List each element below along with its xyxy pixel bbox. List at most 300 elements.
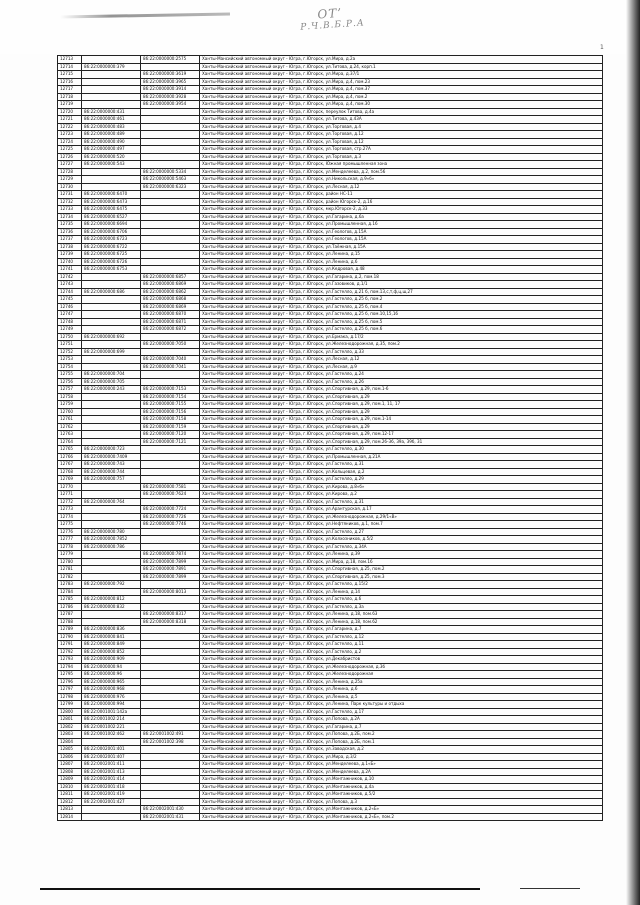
table-row bbox=[58, 753, 603, 761]
object-cadastral-number-cell bbox=[141, 123, 200, 131]
object-cadastral-number-cell bbox=[141, 528, 200, 536]
row-number-cell: 12763 bbox=[58, 431, 82, 439]
land-cadastral-number-cell: 86:22:0001001:142а bbox=[82, 708, 141, 716]
row-number-cell: 12721 bbox=[58, 116, 82, 124]
land-cadastral-number-cell bbox=[82, 176, 141, 184]
table-row bbox=[58, 131, 603, 139]
address-cell: Ханты-Мансийский автономный округ - Югра, г.Югорск, ул.Монтажников, д.2«Б», пом.2 bbox=[200, 813, 603, 821]
address-cell: Ханты-Мансийский автономный округ - Югра, г.Югорск, район НС-11 bbox=[200, 191, 603, 199]
object-cadastral-number-cell bbox=[141, 108, 200, 116]
row-number-cell: 12766 bbox=[58, 453, 82, 461]
address-cell: Ханты-Мансийский автономный округ - Югра, г.Югорск, ул.Торговая, стр.27А bbox=[200, 146, 603, 154]
object-cadastral-number-cell bbox=[141, 228, 200, 236]
land-cadastral-number-cell bbox=[82, 588, 141, 596]
row-number-cell: 12754 bbox=[58, 363, 82, 371]
row-number-cell: 12777 bbox=[58, 536, 82, 544]
scan-edge-bottom-short bbox=[520, 888, 580, 889]
object-cadastral-number-cell: 86:22:0000000:7874 bbox=[141, 551, 200, 559]
object-cadastral-number-cell bbox=[141, 206, 200, 214]
land-cadastral-number-cell: 86:22:0000000:489 bbox=[82, 131, 141, 139]
table-row bbox=[58, 716, 603, 724]
object-cadastral-number-cell bbox=[141, 693, 200, 701]
table-row bbox=[58, 521, 603, 529]
row-number-cell: 12767 bbox=[58, 461, 82, 469]
table-row bbox=[58, 198, 603, 206]
land-cadastral-number-cell: 86:22:0000000:94 bbox=[82, 663, 141, 671]
table-row bbox=[58, 491, 603, 499]
table-row bbox=[58, 626, 603, 634]
address-cell: Ханты-Мансийский автономный округ - Югра, г.Югорск, ул.Монтажников, д.5/2 bbox=[200, 791, 603, 799]
row-number-cell: 12811 bbox=[58, 791, 82, 799]
land-cadastral-number-cell: 86:22:0002001:411 bbox=[82, 761, 141, 769]
address-cell: Ханты-Мансийский автономный округ - Югра, г.Югорск, ул.Титова, д.24, корп.1 bbox=[200, 63, 603, 71]
table-row bbox=[58, 318, 603, 326]
address-cell: Ханты-Мансийский автономный округ - Югра, г.Югорск, ул.Ленина, д.14 bbox=[200, 588, 603, 596]
row-number-cell: 12717 bbox=[58, 86, 82, 94]
address-cell: Ханты-Мансийский автономный округ - Югра, г.Югорск, ул.Гастелло, д.30 bbox=[200, 446, 603, 454]
land-cadastral-number-cell bbox=[82, 408, 141, 416]
table-row bbox=[58, 476, 603, 484]
table-row bbox=[58, 633, 603, 641]
table-row bbox=[58, 468, 603, 476]
table-row bbox=[58, 738, 603, 746]
land-cadastral-number-cell bbox=[82, 506, 141, 514]
row-number-cell: 12746 bbox=[58, 303, 82, 311]
table-row bbox=[58, 363, 603, 371]
row-number-cell: 12757 bbox=[58, 386, 82, 394]
object-cadastral-number-cell bbox=[141, 776, 200, 784]
table-row bbox=[58, 806, 603, 814]
table-row bbox=[58, 656, 603, 664]
land-cadastral-number-cell bbox=[82, 326, 141, 334]
address-cell: Ханты-Мансийский автономный округ - Югра, г.Югорск, ул.Гагарина, д.7 bbox=[200, 626, 603, 634]
address-cell: Ханты-Мансийский автономный округ - Югра, г.Югорск, ул.Гастелло, д.33 bbox=[200, 348, 603, 356]
row-number-cell: 12713 bbox=[58, 56, 82, 64]
address-cell: Ханты-Мансийский автономный округ - Югра, г.Югорск, ул.Мира, д.18, пом.16 bbox=[200, 558, 603, 566]
land-cadastral-number-cell bbox=[82, 491, 141, 499]
row-number-cell: 12810 bbox=[58, 783, 82, 791]
object-cadastral-number-cell: 86:22:0000000:5463 bbox=[141, 176, 200, 184]
object-cadastral-number-cell bbox=[141, 701, 200, 709]
row-number-cell: 12764 bbox=[58, 438, 82, 446]
table-row bbox=[58, 558, 603, 566]
object-cadastral-number-cell: 86:22:0000000:3954 bbox=[141, 101, 200, 109]
row-number-cell: 12722 bbox=[58, 123, 82, 131]
address-cell: Ханты-Мансийский автономный округ - Югра, г.Югорск, ул.Гагарина, д.7 bbox=[200, 723, 603, 731]
address-cell: Ханты-Мансийский автономный округ - Югра, г.Югорск, ул.Спортивная, д.25, пом.3 bbox=[200, 573, 603, 581]
address-cell: Ханты-Мансийский автономный округ - Югра, г.Югорск, ул.Монтажников, д.10 bbox=[200, 776, 603, 784]
land-cadastral-number-cell bbox=[82, 618, 141, 626]
row-number-cell: 12762 bbox=[58, 423, 82, 431]
object-cadastral-number-cell: 86:22:0000000:7155 bbox=[141, 401, 200, 409]
address-cell: Ханты-Мансийский автономный округ - Югра, г.Югорск, ул.Гастелло, д.11 bbox=[200, 641, 603, 649]
land-cadastral-number-cell: 86:22:0000000:686 bbox=[82, 288, 141, 296]
object-cadastral-number-cell: 86:22:0000000:7624 bbox=[141, 491, 200, 499]
address-cell: Ханты-Мансийский автономный округ - Югра, г.Югорск, ул.Таёжная, д.15А bbox=[200, 243, 603, 251]
table-row bbox=[58, 693, 603, 701]
table-row bbox=[58, 251, 603, 259]
object-cadastral-number-cell bbox=[141, 371, 200, 379]
table-row bbox=[58, 281, 603, 289]
object-cadastral-number-cell bbox=[141, 656, 200, 664]
address-cell: Ханты-Мансийский автономный округ - Югра, г.Югорск, ул.Попова, д.2Б, пом.2 bbox=[200, 731, 603, 739]
table-row bbox=[58, 378, 603, 386]
address-cell: Ханты-Мансийский автономный округ - Югра, г.Югорск, ул.Спортивная, д.29, пом.1, 11, 17 bbox=[200, 401, 603, 409]
object-cadastral-number-cell: 86:22:0000000:6870 bbox=[141, 311, 200, 319]
land-cadastral-number-cell bbox=[82, 566, 141, 574]
object-cadastral-number-cell: 86:22:0000000:6857 bbox=[141, 273, 200, 281]
object-cadastral-number-cell bbox=[141, 716, 200, 724]
row-number-cell: 12814 bbox=[58, 813, 82, 821]
land-cadastral-number-cell bbox=[82, 356, 141, 364]
table-row bbox=[58, 791, 603, 799]
address-cell: Ханты-Мансийский автономный округ - Югра, г.Югорск, район Югорск-2, д.16 bbox=[200, 198, 603, 206]
land-cadastral-number-cell bbox=[82, 71, 141, 79]
object-cadastral-number-cell: 86:22:0000000:5334 bbox=[141, 168, 200, 176]
address-cell: Ханты-Мансийский автономный округ - Югра, г.Югорск, ул.Гастелло, д.21 б, пом.13,с,т,ф,ц,ш,27 bbox=[200, 288, 603, 296]
table-row bbox=[58, 161, 603, 169]
table-row bbox=[58, 708, 603, 716]
row-number-cell: 12727 bbox=[58, 161, 82, 169]
address-cell: Ханты-Мансийский автономный округ - Югра, г.Югорск, ул.Спортивная, д.29, пом.1-6 bbox=[200, 386, 603, 394]
row-number-cell: 12725 bbox=[58, 146, 82, 154]
object-cadastral-number-cell bbox=[141, 63, 200, 71]
object-cadastral-number-cell: 86:22:0000000:3914 bbox=[141, 86, 200, 94]
register-table bbox=[57, 55, 603, 821]
table-row bbox=[58, 506, 603, 514]
object-cadastral-number-cell bbox=[141, 243, 200, 251]
land-cadastral-number-cell: 86:22:0000000:792 bbox=[82, 581, 141, 589]
row-number-cell: 12745 bbox=[58, 296, 82, 304]
address-cell: Ханты-Мансийский автономный округ - Югра, г.Югорск, ул.Мира, д.4, пом.30 bbox=[200, 101, 603, 109]
row-number-cell: 12728 bbox=[58, 168, 82, 176]
land-cadastral-number-cell: 86:22:0000000:780 bbox=[82, 528, 141, 536]
land-cadastral-number-cell: 86:22:0000000:723 bbox=[82, 446, 141, 454]
address-cell: Ханты-Мансийский автономный округ - Югра, г.Югорск, мкр.Югорск-2, д.33 bbox=[200, 206, 603, 214]
object-cadastral-number-cell bbox=[141, 723, 200, 731]
row-number-cell: 12726 bbox=[58, 153, 82, 161]
table-row bbox=[58, 348, 603, 356]
table-row bbox=[58, 416, 603, 424]
row-number-cell: 12793 bbox=[58, 656, 82, 664]
row-number-cell: 12743 bbox=[58, 281, 82, 289]
table-row bbox=[58, 326, 603, 334]
table-row bbox=[58, 176, 603, 184]
land-cadastral-number-cell: 86:22:0000000:6694 bbox=[82, 221, 141, 229]
table-row bbox=[58, 153, 603, 161]
address-cell: Ханты-Мансийский автономный округ - Югра, г.Югорск, ул.Менделеева, д.2А bbox=[200, 768, 603, 776]
table-row bbox=[58, 168, 603, 176]
address-cell: Ханты-Мансийский автономный округ - Югра, г.Югорск, ул.Гастелло, д.27 bbox=[200, 528, 603, 536]
address-cell: Ханты-Мансийский автономный округ - Югра, г.Югорск, ул.Никольская, д.9«б» bbox=[200, 176, 603, 184]
land-cadastral-number-cell bbox=[82, 521, 141, 529]
object-cadastral-number-cell: 86:22:0000000:7158 bbox=[141, 416, 200, 424]
row-number-cell: 12784 bbox=[58, 588, 82, 596]
land-cadastral-number-cell: 86:22:0000000:6470 bbox=[82, 191, 141, 199]
object-cadastral-number-cell bbox=[141, 191, 200, 199]
object-cadastral-number-cell: 86:22:0000000:6323 bbox=[141, 183, 200, 191]
land-cadastral-number-cell: 86:22:0000000:379 bbox=[82, 63, 141, 71]
object-cadastral-number-cell: 86:22:0000000:7154 bbox=[141, 393, 200, 401]
address-cell: Ханты-Мансийский автономный округ - Югра, г.Югорск, ул.Торговая, д.12 bbox=[200, 138, 603, 146]
address-cell: Ханты-Мансийский автономный округ - Югра, г.Югорск, ул.Спортивная, д.29, пом.12-17 bbox=[200, 431, 603, 439]
land-cadastral-number-cell: 86:22:0000000:490 bbox=[82, 138, 141, 146]
row-number-cell: 12792 bbox=[58, 648, 82, 656]
table-row bbox=[58, 401, 603, 409]
row-number-cell: 12786 bbox=[58, 603, 82, 611]
land-cadastral-number-cell bbox=[82, 401, 141, 409]
row-number-cell: 12806 bbox=[58, 753, 82, 761]
land-cadastral-number-cell bbox=[82, 363, 141, 371]
table-row bbox=[58, 783, 603, 791]
object-cadastral-number-cell bbox=[141, 768, 200, 776]
row-number-cell: 12782 bbox=[58, 573, 82, 581]
land-cadastral-number-cell: 86:22:0000000:6723 bbox=[82, 236, 141, 244]
object-cadastral-number-cell: 86:22:0000000:8013 bbox=[141, 588, 200, 596]
land-cadastral-number-cell bbox=[82, 86, 141, 94]
object-cadastral-number-cell bbox=[141, 543, 200, 551]
scan-edge-right bbox=[626, 0, 640, 905]
table-row bbox=[58, 431, 603, 439]
address-cell: Ханты-Мансийский автономный округ - Югра, г.Югорск, ул.Промышленная, д.21А bbox=[200, 453, 603, 461]
row-number-cell: 12719 bbox=[58, 101, 82, 109]
object-cadastral-number-cell bbox=[141, 266, 200, 274]
address-cell: Ханты-Мансийский автономный округ - Югра, г.Югорск, ул.Железнодорожная, д.3б bbox=[200, 663, 603, 671]
row-number-cell: 12778 bbox=[58, 543, 82, 551]
row-number-cell: 12744 bbox=[58, 288, 82, 296]
address-cell: Ханты-Мансийский автономный округ - Югра, г.Югорск, ул.Ленина, д.6 bbox=[200, 686, 603, 694]
table-row bbox=[58, 273, 603, 281]
row-number-cell: 12747 bbox=[58, 311, 82, 319]
land-cadastral-number-cell: 86:22:0000000:852 bbox=[82, 648, 141, 656]
row-number-cell: 12781 bbox=[58, 566, 82, 574]
table-row bbox=[58, 146, 603, 154]
handwritten-mark-line-1: ОТ’ bbox=[317, 5, 343, 22]
object-cadastral-number-cell bbox=[141, 708, 200, 716]
row-number-cell: 12761 bbox=[58, 416, 82, 424]
object-cadastral-number-cell: 86:22:0000000:7581 bbox=[141, 483, 200, 491]
address-cell: Ханты-Мансийский автономный округ - Югра, г.Югорск, ул.Арантурская, д.17 bbox=[200, 506, 603, 514]
row-number-cell: 12801 bbox=[58, 716, 82, 724]
land-cadastral-number-cell: 86:22:0000000:757 bbox=[82, 476, 141, 484]
row-number-cell: 12735 bbox=[58, 221, 82, 229]
row-number-cell: 12796 bbox=[58, 678, 82, 686]
object-cadastral-number-cell bbox=[141, 536, 200, 544]
address-cell: Ханты-Мансийский автономный округ - Югра, г.Югорск, ул.Гагарина, д.6а bbox=[200, 213, 603, 221]
object-cadastral-number-cell: 86:22:0000000:6871 bbox=[141, 318, 200, 326]
row-number-cell: 12798 bbox=[58, 693, 82, 701]
address-cell: Ханты-Мансийский автономный округ - Югра, г.Югорск, ул.Попова, д.2Б, пом.1 bbox=[200, 738, 603, 746]
land-cadastral-number-cell bbox=[82, 551, 141, 559]
address-cell: Ханты-Мансийский автономный округ - Югра, г.Югорск, ул.Гастелло, д.25 б, пом.5 bbox=[200, 318, 603, 326]
address-cell: Ханты-Мансийский автономный округ - Югра, г.Югорск, ул.Гастелло, д.25 б, пом.6 bbox=[200, 326, 603, 334]
table-row bbox=[58, 611, 603, 619]
table-row bbox=[58, 423, 603, 431]
row-number-cell: 12788 bbox=[58, 618, 82, 626]
table-row bbox=[58, 498, 603, 506]
land-cadastral-number-cell: 86:22:0000000:7852 bbox=[82, 536, 141, 544]
row-number-cell: 12768 bbox=[58, 468, 82, 476]
table-row bbox=[58, 453, 603, 461]
land-cadastral-number-cell: 86:22:0000000:543 bbox=[82, 161, 141, 169]
address-cell: Ханты-Мансийский автономный округ - Югра, г.Югорск, ул.Железнодорожная, д.29/1«В» bbox=[200, 513, 603, 521]
row-number-cell: 12724 bbox=[58, 138, 82, 146]
table-row bbox=[58, 71, 603, 79]
address-cell: Ханты-Мансийский автономный округ - Югра, г.Югорск, ул.Спортивная, д.29, пом.26-36, 39а, 39б, 31 bbox=[200, 438, 603, 446]
row-number-cell: 12809 bbox=[58, 776, 82, 784]
object-cadastral-number-cell: 86:22:0000000:3928 bbox=[141, 93, 200, 101]
table-row bbox=[58, 746, 603, 754]
object-cadastral-number-cell bbox=[141, 581, 200, 589]
row-number-cell: 12769 bbox=[58, 476, 82, 484]
address-cell: Ханты-Мансийский автономный округ - Югра, г.Югорск, ул.Лесная, д.12 bbox=[200, 183, 603, 191]
land-cadastral-number-cell: 86:22:0000000:431 bbox=[82, 108, 141, 116]
address-cell: Ханты-Мансийский автономный округ - Югра, г.Югорск, ул.Ермака, д.17/2 bbox=[200, 333, 603, 341]
land-cadastral-number-cell: 86:22:0000000:849 bbox=[82, 641, 141, 649]
object-cadastral-number-cell: 86:22:0002001:431 bbox=[141, 813, 200, 821]
row-number-cell: 12730 bbox=[58, 183, 82, 191]
land-cadastral-number-cell: 86:22:0002001:413 bbox=[82, 768, 141, 776]
land-cadastral-number-cell: 86:22:0002001:414 bbox=[82, 776, 141, 784]
land-cadastral-number-cell bbox=[82, 56, 141, 64]
land-cadastral-number-cell: 86:22:0000000:705 bbox=[82, 378, 141, 386]
row-number-cell: 12790 bbox=[58, 633, 82, 641]
object-cadastral-number-cell bbox=[141, 333, 200, 341]
land-cadastral-number-cell: 86:22:0002001:407 bbox=[82, 753, 141, 761]
object-cadastral-number-cell bbox=[141, 161, 200, 169]
table-row bbox=[58, 551, 603, 559]
address-cell: Ханты-Мансийский автономный округ - Югра, г.Югорск, ул.Ленина, д.18, пом.62 bbox=[200, 618, 603, 626]
row-number-cell: 12758 bbox=[58, 393, 82, 401]
land-cadastral-number-cell: 86:22:0000000:6725 bbox=[82, 251, 141, 259]
table-row bbox=[58, 536, 603, 544]
table-row bbox=[58, 573, 603, 581]
row-number-cell: 12780 bbox=[58, 558, 82, 566]
object-cadastral-number-cell: 86:22:0000000:7899 bbox=[141, 558, 200, 566]
object-cadastral-number-cell bbox=[141, 641, 200, 649]
row-number-cell: 12791 bbox=[58, 641, 82, 649]
address-cell: Ханты-Мансийский автономный округ - Югра, г.Югорск, ул.Лесная, д.12 bbox=[200, 356, 603, 364]
land-cadastral-number-cell: 86:22:0000000:6753 bbox=[82, 266, 141, 274]
table-row bbox=[58, 596, 603, 604]
object-cadastral-number-cell bbox=[141, 131, 200, 139]
row-number-cell: 12751 bbox=[58, 341, 82, 349]
row-number-cell: 12773 bbox=[58, 506, 82, 514]
table-row bbox=[58, 123, 603, 131]
table-row bbox=[58, 776, 603, 784]
land-cadastral-number-cell: 86:22:0002001:401 bbox=[82, 746, 141, 754]
address-cell: Ханты-Мансийский автономный округ - Югра, г.Югорск, ул.Геологов, д.15А bbox=[200, 228, 603, 236]
table-row bbox=[58, 243, 603, 251]
land-cadastral-number-cell: 86:22:0000000:812 bbox=[82, 596, 141, 604]
object-cadastral-number-cell bbox=[141, 251, 200, 259]
object-cadastral-number-cell: 86:22:0000000:7726 bbox=[141, 513, 200, 521]
land-cadastral-number-cell: 86:22:0000000:909 bbox=[82, 656, 141, 664]
row-number-cell: 12802 bbox=[58, 723, 82, 731]
table-row bbox=[58, 618, 603, 626]
object-cadastral-number-cell bbox=[141, 116, 200, 124]
land-cadastral-number-cell: 86:22:0000000:786 bbox=[82, 543, 141, 551]
row-number-cell: 12716 bbox=[58, 78, 82, 86]
table-row bbox=[58, 566, 603, 574]
object-cadastral-number-cell: 86:22:0001002:491 bbox=[141, 731, 200, 739]
handwritten-mark-line-2: Р.Ч.В.Б.Р.А bbox=[300, 18, 365, 33]
address-cell: Ханты-Мансийский автономный округ - Югра, г.Югорск, ул.Ленина, д.39 bbox=[200, 551, 603, 559]
table-row bbox=[58, 671, 603, 679]
land-cadastral-number-cell: 86:22:0000000:692 bbox=[82, 333, 141, 341]
object-cadastral-number-cell bbox=[141, 221, 200, 229]
table-row bbox=[58, 483, 603, 491]
address-cell: Ханты-Мансийский автономный округ - Югра, г.Югорск, ул.Ленина, д.6 bbox=[200, 258, 603, 266]
row-number-cell: 12756 bbox=[58, 378, 82, 386]
table-row bbox=[58, 333, 603, 341]
address-cell: Ханты-Мансийский автономный округ - Югра, г.Югорск, ул.Заводская, д.2 bbox=[200, 746, 603, 754]
address-cell: Ханты-Мансийский автономный округ - Югра, г.Югорск, ул.Спортивная, д.29 bbox=[200, 393, 603, 401]
table-row bbox=[58, 543, 603, 551]
address-cell: Ханты-Мансийский автономный округ - Югра, г.Югорск, ул.Кирова, д.2 bbox=[200, 491, 603, 499]
row-number-cell: 12749 bbox=[58, 326, 82, 334]
object-cadastral-number-cell bbox=[141, 678, 200, 686]
table-row bbox=[58, 438, 603, 446]
row-number-cell: 12748 bbox=[58, 318, 82, 326]
land-cadastral-number-cell: 86:22:0000000:461 bbox=[82, 116, 141, 124]
address-cell: Ханты-Мансийский автономный округ - Югра, г.Югорск, ул.Гастелло, д.34А bbox=[200, 543, 603, 551]
row-number-cell: 12800 bbox=[58, 708, 82, 716]
address-cell: Ханты-Мансийский автономный округ - Югра, г.Югорск, ул.Колхозников, д.5/2 bbox=[200, 536, 603, 544]
table-row bbox=[58, 446, 603, 454]
address-cell: Ханты-Мансийский автономный округ - Югра, г.Югорск, ул.Железнодорожная, д.35, пом.2 bbox=[200, 341, 603, 349]
land-cadastral-number-cell: 86:22:0001002:214 bbox=[82, 716, 141, 724]
table-row bbox=[58, 206, 603, 214]
table-row bbox=[58, 513, 603, 521]
table-row bbox=[58, 461, 603, 469]
table-row bbox=[58, 213, 603, 221]
land-cadastral-number-cell bbox=[82, 416, 141, 424]
object-cadastral-number-cell: 86:22:0000000:8317 bbox=[141, 611, 200, 619]
table-row bbox=[58, 56, 603, 64]
address-cell: Ханты-Мансийский автономный округ - Югра, г.Югорск, Южная промышленная зона bbox=[200, 161, 603, 169]
land-cadastral-number-cell bbox=[82, 438, 141, 446]
address-cell: Ханты-Мансийский автономный округ - Югра, г.Югорск, ул.Спортивная, д.29 bbox=[200, 423, 603, 431]
table-row bbox=[58, 303, 603, 311]
land-cadastral-number-cell: 86:22:0000000:994 bbox=[82, 701, 141, 709]
scan-smudge bbox=[60, 13, 230, 19]
land-cadastral-number-cell: 86:22:0002001:427 bbox=[82, 798, 141, 806]
row-number-cell: 12733 bbox=[58, 206, 82, 214]
table-row bbox=[58, 356, 603, 364]
table-row bbox=[58, 798, 603, 806]
address-cell: Ханты-Мансийский автономный округ - Югра, г.Югорск, ул.Ленина, д.18, пом.63 bbox=[200, 611, 603, 619]
object-cadastral-number-cell bbox=[141, 138, 200, 146]
address-cell: Ханты-Мансийский автономный округ - Югра, г.Югорск, ул.Гастелло, д.6 bbox=[200, 596, 603, 604]
table-row bbox=[58, 731, 603, 739]
object-cadastral-number-cell: 86:22:0001002:398 bbox=[141, 738, 200, 746]
table-row bbox=[58, 108, 603, 116]
row-number-cell: 12760 bbox=[58, 408, 82, 416]
row-number-cell: 12736 bbox=[58, 228, 82, 236]
row-number-cell: 12803 bbox=[58, 731, 82, 739]
object-cadastral-number-cell: 86:22:0000000:8318 bbox=[141, 618, 200, 626]
address-cell: Ханты-Мансийский автономный округ - Югра, г.Югорск, ул.Спортивная, д.25, пом.2 bbox=[200, 566, 603, 574]
object-cadastral-number-cell: 86:22:0000000:7156 bbox=[141, 408, 200, 416]
object-cadastral-number-cell: 86:22:0000000:7746 bbox=[141, 521, 200, 529]
table-row bbox=[58, 588, 603, 596]
row-number-cell: 12774 bbox=[58, 513, 82, 521]
table-row bbox=[58, 236, 603, 244]
address-cell: Ханты-Мансийский автономный округ - Югра, г.Югорск, ул.Гастелло, д.17 bbox=[200, 708, 603, 716]
object-cadastral-number-cell bbox=[141, 146, 200, 154]
land-cadastral-number-cell bbox=[82, 611, 141, 619]
